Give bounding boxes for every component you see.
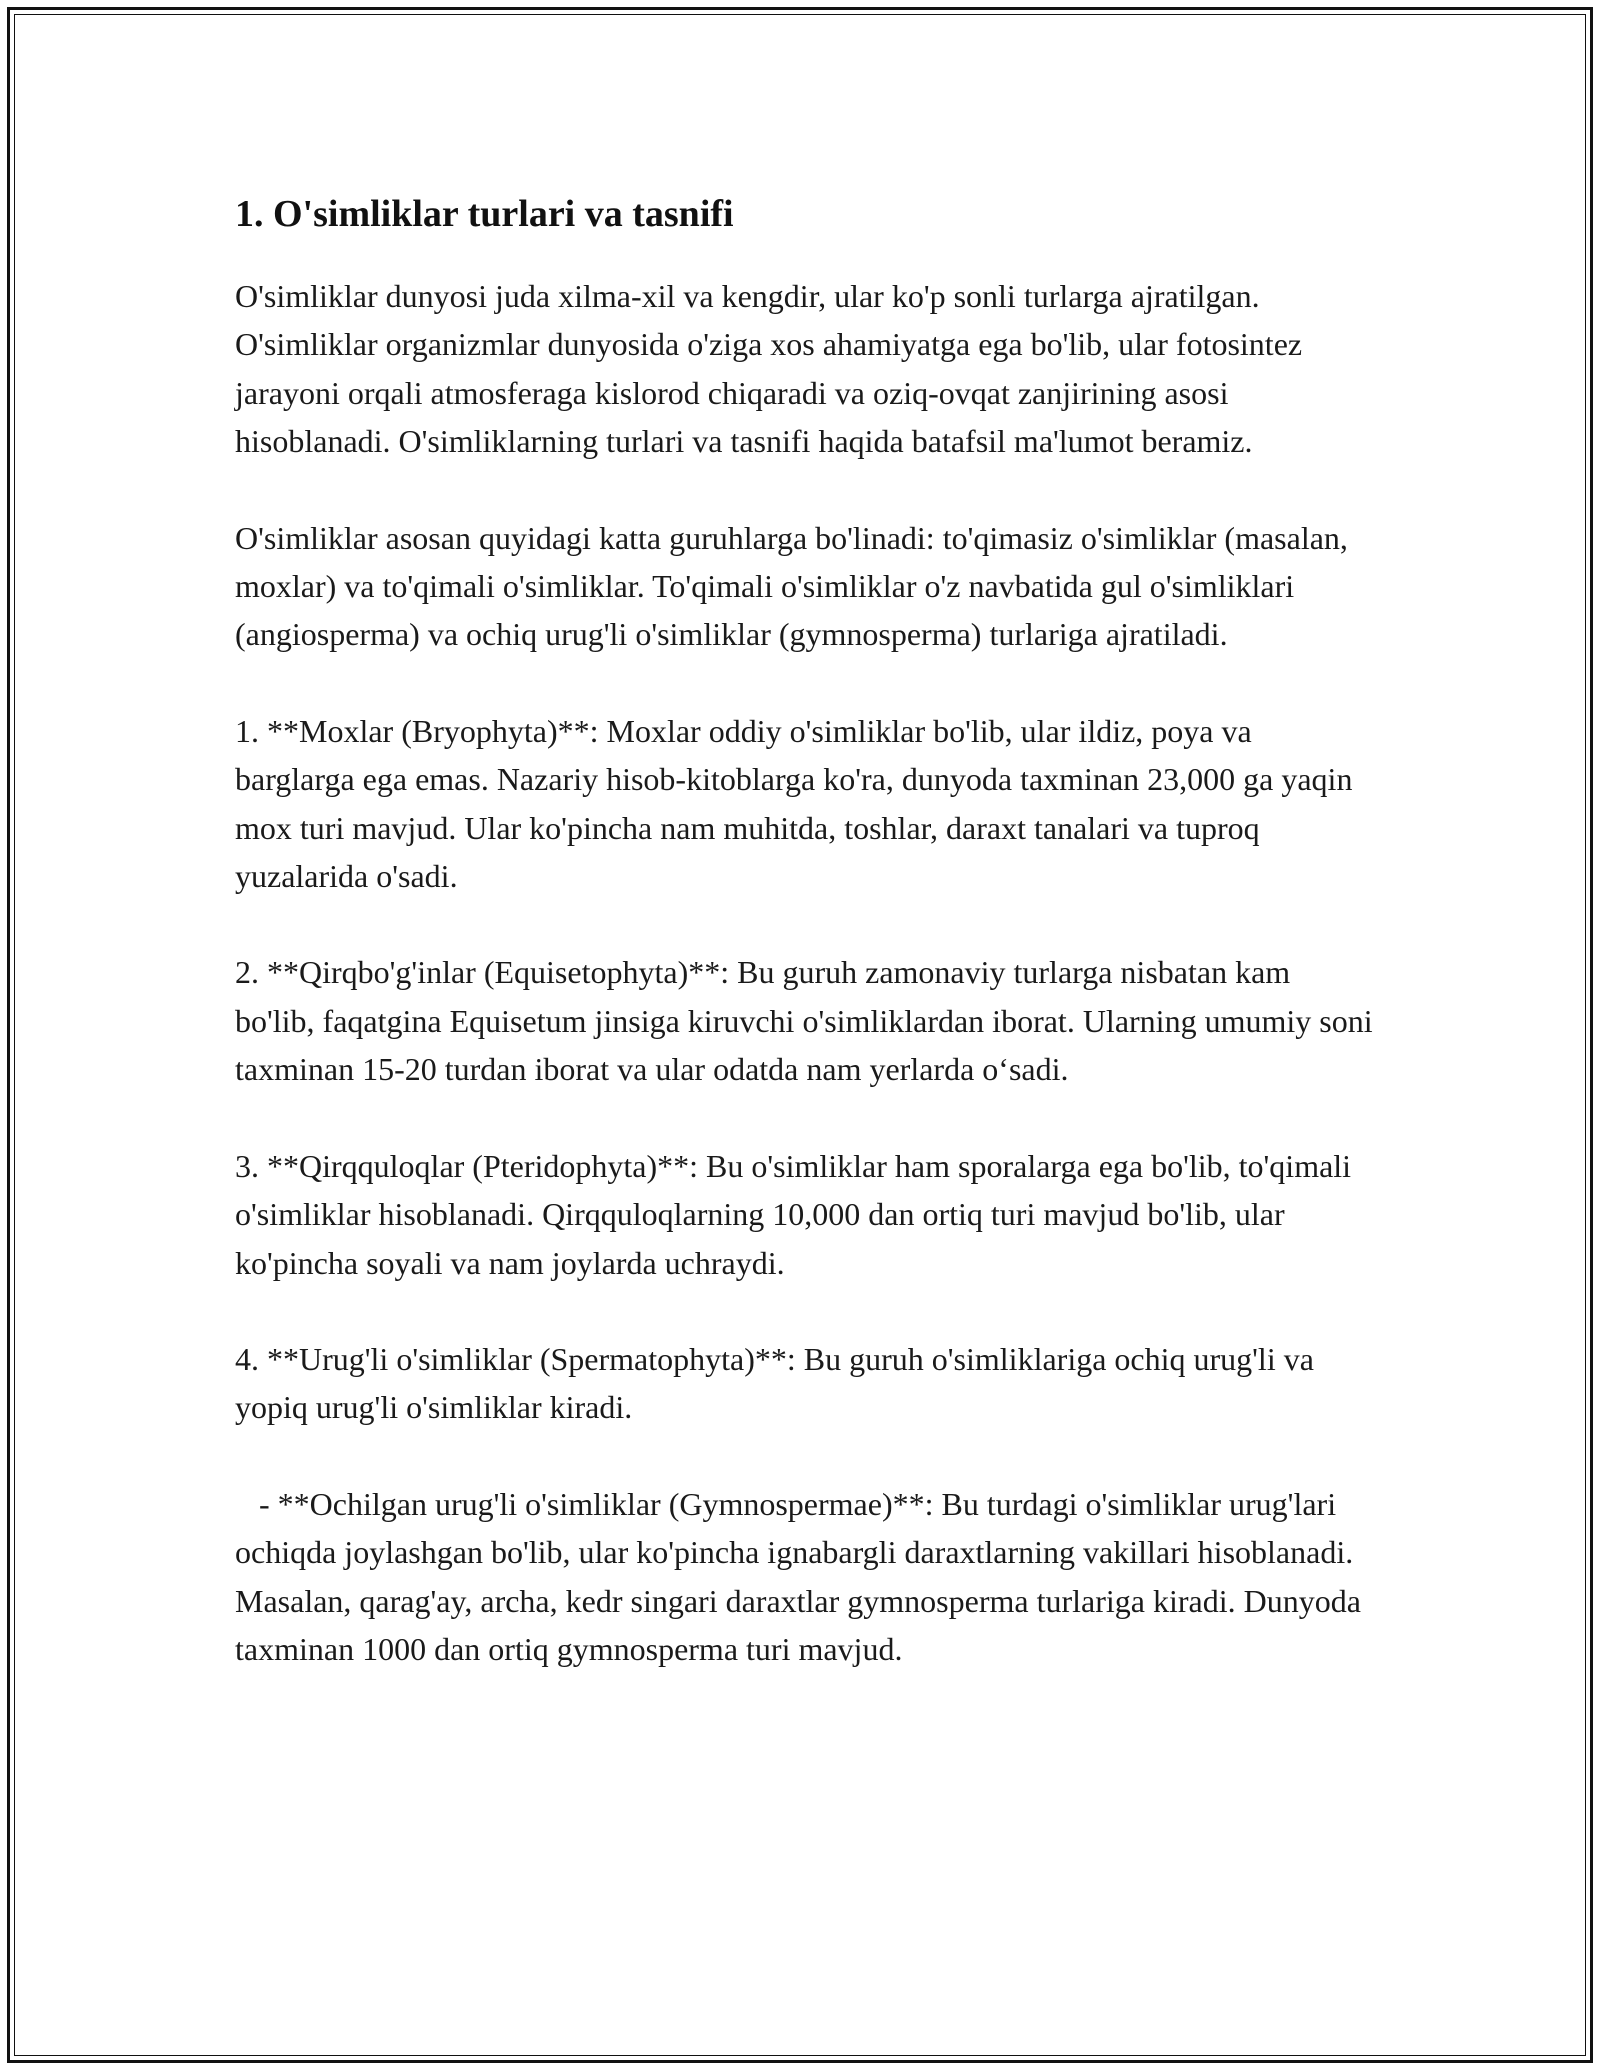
document-body [235,190,1381,1673]
classification-paragraph: O'simliklar asosan quyidagi katta guruhlarga bo'linadi: to'qimasiz o'simliklar (masalan, moxlar) va to'qimali o'simliklar. To'qimali o'simliklar o'z navbatida gul o'simliklari (angiosperma) va ochiq urug'li o'simliklar (gymnosperma) turlariga ajratiladi. [235,519,1356,653]
list-item-bryophyta: 1. **Moxlar (Bryophyta)**: Moxlar oddiy o'simliklar bo'lib, ular ildiz, poya va barglarga ega emas. Nazariy hisob-kitoblarga ko'ra, dunyoda taxminan 23,000 ga yaqin mox turi mavjud. Ular ko'pincha nam muhitda, toshlar, daraxt tanalari va tuproq yuzalarida o'sadi. [235,712,1361,895]
list-item-equisetophyta: 2. **Qirqbo'g'inlar (Equisetophyta)**: Bu guruh zamonaviy turlarga nisbatan kam bo'lib, faqatgina Equisetum jinsiga kiruvchi o'simliklardan iborat. Ularning umumiy soni taxminan 15-20 turdan iborat va ular odatda nam yerlarda o‘sadi. [235,954,1381,1088]
intro-paragraph: O'simliklar dunyosi juda xilma-xil va kengdir, ular ko'p sonli turlarga ajratilgan. O'simliklar organizmlar dunyosida o'ziga xos ahamiyatga ega bo'lib, ular fotosintez jarayoni orqali atmosferaga kislorod chiqaradi va oziq-ovqat zanjirining asosi hisoblanadi. O'simliklarning turlari va tasnifi haqida batafsil ma'lumot beramiz. [235,278,1311,460]
section-heading: 1. O'simliklar turlari va tasnifi [235,193,734,235]
list-item-spermatophyta: 4. **Urug'li o'simliklar (Spermatophyta)**: Bu guruh o'simliklariga ochiq urug'li va yopiq urug'li o'simliklar kiradi. [235,1340,1322,1426]
sub-item-gymnospermae: - **Ochilgan urug'li o'simliklar (Gymnospermae)**: Bu turdagi o'simliklar urug'lari ochiqda joylashgan bo'lib, ular ko'pincha ignabargli daraxtlarning vakillari hisoblanadi. Masalan, qarag'ay, archa, kedr singari daraxtlar gymnosperma turlariga kiradi. Dunyoda taxminan 1000 dan ortiq gymnosperma turi mavjud. [235,1485,1369,1667]
list-item-pteridophyta: 3. **Qirqquloqlar (Pteridophyta)**: Bu o'simliklar ham sporalarga ega bo'lib, to'qimali o'simliklar hisoblanadi. Qirqquloqlarning 10,000 dan ortiq turi mavjud bo'lib, ular ko'pincha soyali va nam joylarda uchraydi. [235,1147,1360,1281]
